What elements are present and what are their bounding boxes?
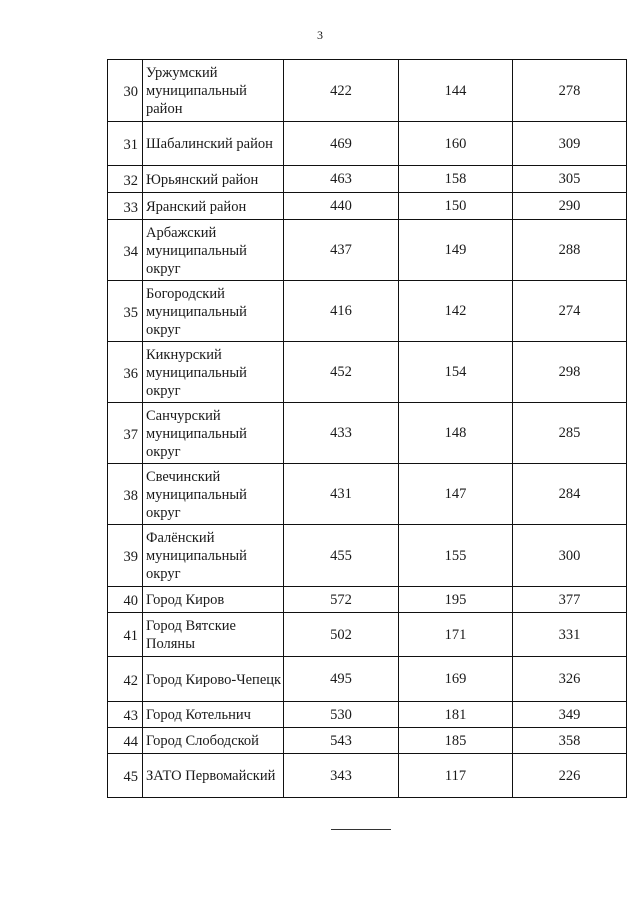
municipality-name: Юрьянский район xyxy=(143,166,284,193)
value-col-1: 433 xyxy=(284,403,399,464)
value-col-1: 343 xyxy=(284,754,399,798)
value-col-2: 144 xyxy=(399,60,513,122)
value-col-1: 416 xyxy=(284,281,399,342)
municipality-name: ЗАТО Первомайский xyxy=(143,754,284,798)
value-col-2: 158 xyxy=(399,166,513,193)
municipality-name: Шабалинский район xyxy=(143,122,284,166)
table-row xyxy=(108,60,627,122)
value-col-3: 358 xyxy=(513,728,627,754)
row-number: 32 xyxy=(108,166,143,193)
value-col-1: 502 xyxy=(284,613,399,657)
value-col-2: 181 xyxy=(399,702,513,728)
value-col-3: 326 xyxy=(513,657,627,702)
value-col-3: 305 xyxy=(513,166,627,193)
row-number: 45 xyxy=(108,754,143,798)
end-of-document-line xyxy=(331,829,391,830)
municipality-name: Кикнурский муниципальный округ xyxy=(143,342,284,403)
table-row xyxy=(108,702,627,728)
row-number: 38 xyxy=(108,464,143,525)
table-row xyxy=(108,122,627,166)
value-col-2: 149 xyxy=(399,220,513,281)
table-row xyxy=(108,464,627,525)
table-row xyxy=(108,728,627,754)
table-row xyxy=(108,281,627,342)
value-col-3: 278 xyxy=(513,60,627,122)
value-col-2: 154 xyxy=(399,342,513,403)
value-col-1: 495 xyxy=(284,657,399,702)
value-col-1: 463 xyxy=(284,166,399,193)
table-row xyxy=(108,342,627,403)
table-row xyxy=(108,657,627,702)
value-col-3: 300 xyxy=(513,525,627,587)
table-row xyxy=(108,403,627,464)
value-col-3: 377 xyxy=(513,587,627,613)
value-col-1: 440 xyxy=(284,193,399,220)
value-col-2: 171 xyxy=(399,613,513,657)
row-number: 41 xyxy=(108,613,143,657)
value-col-2: 195 xyxy=(399,587,513,613)
row-number: 42 xyxy=(108,657,143,702)
value-col-1: 543 xyxy=(284,728,399,754)
value-col-3: 349 xyxy=(513,702,627,728)
municipality-name: Город Котельнич xyxy=(143,702,284,728)
value-col-3: 298 xyxy=(513,342,627,403)
value-col-2: 147 xyxy=(399,464,513,525)
value-col-2: 142 xyxy=(399,281,513,342)
value-col-1: 455 xyxy=(284,525,399,587)
value-col-3: 284 xyxy=(513,464,627,525)
row-number: 30 xyxy=(108,60,143,122)
row-number: 34 xyxy=(108,220,143,281)
value-col-3: 288 xyxy=(513,220,627,281)
table-row xyxy=(108,587,627,613)
value-col-2: 150 xyxy=(399,193,513,220)
municipality-name: Фалёнский муниципальный округ xyxy=(143,525,284,587)
value-col-3: 290 xyxy=(513,193,627,220)
value-col-2: 155 xyxy=(399,525,513,587)
value-col-3: 309 xyxy=(513,122,627,166)
municipality-name: Город Киров xyxy=(143,587,284,613)
value-col-2: 117 xyxy=(399,754,513,798)
value-col-1: 437 xyxy=(284,220,399,281)
row-number: 33 xyxy=(108,193,143,220)
value-col-1: 431 xyxy=(284,464,399,525)
municipality-name: Свечинский муниципальный округ xyxy=(143,464,284,525)
row-number: 35 xyxy=(108,281,143,342)
value-col-3: 331 xyxy=(513,613,627,657)
municipality-name: Арбажский муниципальный округ xyxy=(143,220,284,281)
value-col-3: 226 xyxy=(513,754,627,798)
value-col-1: 422 xyxy=(284,60,399,122)
table-row xyxy=(108,613,627,657)
value-col-1: 469 xyxy=(284,122,399,166)
row-number: 44 xyxy=(108,728,143,754)
page-number: 3 xyxy=(317,28,323,42)
row-number: 39 xyxy=(108,525,143,587)
table-body xyxy=(108,60,627,798)
value-col-2: 148 xyxy=(399,403,513,464)
municipality-name: Город Слободской xyxy=(143,728,284,754)
table-row xyxy=(108,166,627,193)
row-number: 31 xyxy=(108,122,143,166)
value-col-2: 160 xyxy=(399,122,513,166)
row-number: 40 xyxy=(108,587,143,613)
value-col-2: 169 xyxy=(399,657,513,702)
row-number: 37 xyxy=(108,403,143,464)
row-number: 36 xyxy=(108,342,143,403)
municipality-name: Яранский район xyxy=(143,193,284,220)
value-col-2: 185 xyxy=(399,728,513,754)
municipality-name: Богородский муниципальный округ xyxy=(143,281,284,342)
row-number: 43 xyxy=(108,702,143,728)
municipality-name: Город Вятские Поляны xyxy=(143,613,284,657)
municipality-name: Город Кирово-Чепецк xyxy=(143,657,284,702)
value-col-3: 274 xyxy=(513,281,627,342)
table-row xyxy=(108,220,627,281)
value-col-1: 452 xyxy=(284,342,399,403)
municipality-name: Уржумский муниципальный район xyxy=(143,60,284,122)
table-row xyxy=(108,193,627,220)
municipality-name: Санчурский муниципальный округ xyxy=(143,403,284,464)
table-row xyxy=(108,754,627,798)
value-col-1: 572 xyxy=(284,587,399,613)
table-row xyxy=(108,525,627,587)
data-table xyxy=(107,59,627,798)
value-col-1: 530 xyxy=(284,702,399,728)
value-col-3: 285 xyxy=(513,403,627,464)
